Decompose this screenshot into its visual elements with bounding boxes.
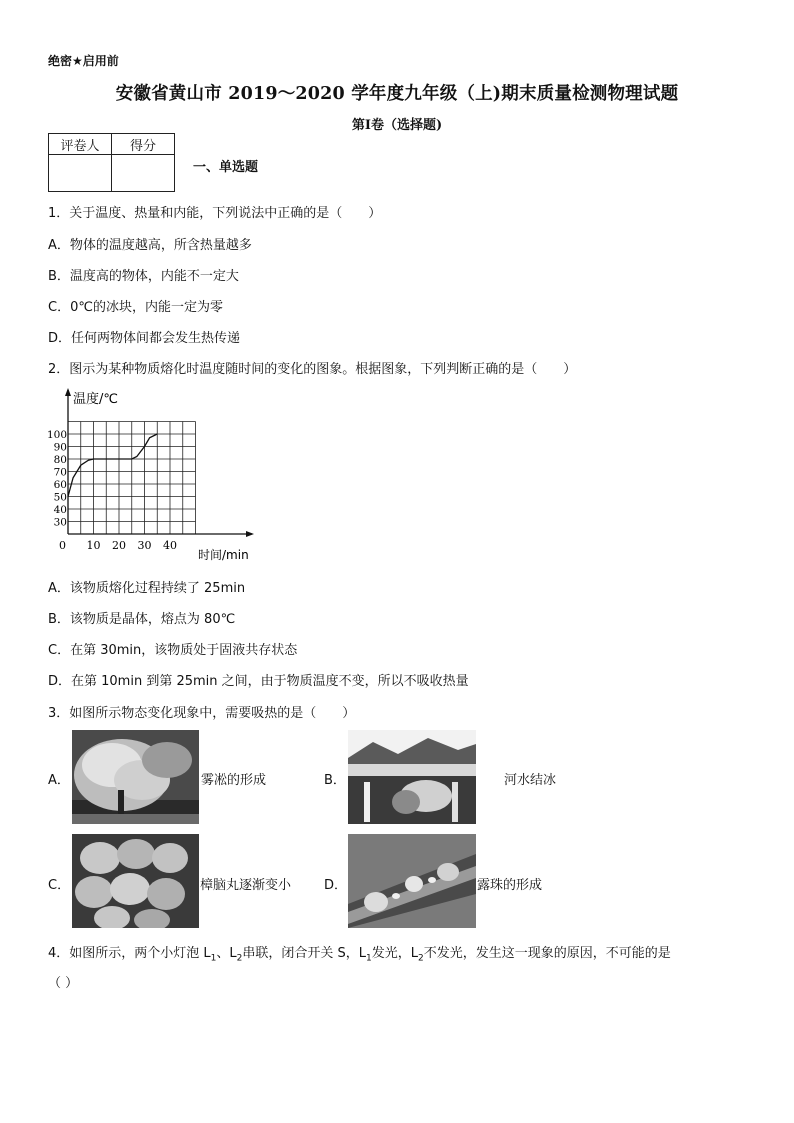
question-4-stem-part-4: 发光，L	[371, 946, 418, 961]
question-4-stem-part-1: 4．如图所示，两个小灯泡 L	[48, 946, 211, 961]
question-2-option-a: A．该物质熔化过程持续了 25min	[48, 581, 246, 596]
question-3-option-d-letter: D．	[324, 878, 348, 893]
confidential-label: 绝密★启用前	[48, 54, 119, 68]
question-2-stem: 2．图示为某种物质熔化时温度随时间的变化的图象。根据图象，下列判断正确的是（ ）	[48, 362, 577, 377]
y-tick-label: 70	[53, 466, 67, 479]
section-heading: 一、单选题	[193, 160, 259, 175]
y-tick-label: 50	[53, 491, 67, 504]
y-tick-label: 80	[53, 454, 67, 466]
question-3-option-d-caption: 露珠的形成	[477, 878, 543, 893]
question-4-stem-line-2: （ ）	[48, 976, 79, 991]
question-3-option-a-letter: A．	[48, 773, 70, 788]
x-tick-label: 10	[86, 539, 101, 552]
melting-curve-chart	[40, 384, 260, 568]
score-header: 得分	[112, 134, 175, 155]
question-2-option-d: D．在第 10min 到第 25min 之间，由于物质温度不变，所以不吸收热量	[48, 674, 469, 689]
river-ice-photo	[348, 730, 476, 824]
question-1-option-a: A．物体的温度越高，所含热量越多	[48, 238, 252, 253]
grader-header: 评卷人	[49, 134, 112, 155]
temperature-curve	[68, 434, 157, 497]
subscript-2: 2	[236, 953, 243, 964]
question-3-stem: 3．如图所示物态变化现象中，需要吸热的是（ ）	[48, 706, 356, 721]
y-tick-label: 90	[53, 441, 67, 454]
question-1-stem: 1．关于温度、热量和内能，下列说法中正确的是（ ）	[48, 206, 382, 221]
exam-title: 安徽省黄山市 2019～2020 学年度九年级（上)期末质量检测物理试题	[115, 84, 679, 104]
grader-cell	[49, 155, 112, 192]
score-table	[48, 133, 175, 192]
chart-grid	[68, 422, 196, 535]
x-tick-label: 0	[59, 539, 66, 552]
y-axis-arrow	[65, 388, 71, 396]
rime-photo	[72, 730, 199, 824]
paper-subtitle: 第Ⅰ卷（选择题)	[351, 118, 443, 133]
y-tick-label: 60	[53, 479, 67, 491]
dew-photo	[348, 834, 476, 928]
question-4-stem-part-2: 、L	[216, 946, 237, 961]
subscript-1: 1	[210, 953, 217, 964]
subscript-3: 1	[366, 953, 372, 964]
mothballs-photo	[72, 834, 199, 928]
question-4-stem	[48, 942, 671, 964]
x-tick-label: 40	[163, 539, 177, 552]
chart-x-axis-label: 时间/min	[198, 548, 249, 562]
score-cell	[112, 155, 175, 192]
y-tick-label: 40	[53, 504, 67, 516]
question-4-stem-part-3: 串联，闭合开关 S，L	[242, 946, 367, 961]
question-1-option-b: B．温度高的物体，内能不一定大	[48, 269, 239, 284]
question-2-option-b: B．该物质是晶体，熔点为 80℃	[48, 612, 236, 627]
question-2-option-c: C．在第 30min，该物质处于固液共存状态	[48, 643, 298, 658]
question-3-option-a-caption: 雾凇的形成	[201, 773, 267, 788]
x-tick-label: 30	[137, 539, 152, 552]
question-3-option-b-letter: B．	[324, 773, 346, 788]
subscript-4: 2	[418, 953, 424, 964]
x-tick-label: 20	[112, 539, 126, 552]
question-1-option-c: C．0℃的冰块，内能一定为零	[48, 300, 223, 315]
question-4-stem-part-5: 不发光，发生这一现象的原因，不可能的是	[423, 946, 671, 961]
y-tick-label: 30	[53, 516, 67, 529]
chart-y-axis-label: 温度/℃	[73, 392, 118, 407]
y-tick-label: 100	[46, 429, 67, 441]
x-axis-arrow	[246, 531, 254, 537]
question-3-option-c-letter: C．	[48, 878, 71, 893]
question-1-option-d: D．任何两物体间都会发生热传递	[48, 331, 241, 346]
question-3-option-b-caption: 河水结冰	[504, 773, 557, 788]
question-3-option-c-caption: 樟脑丸逐渐变小	[200, 878, 292, 893]
